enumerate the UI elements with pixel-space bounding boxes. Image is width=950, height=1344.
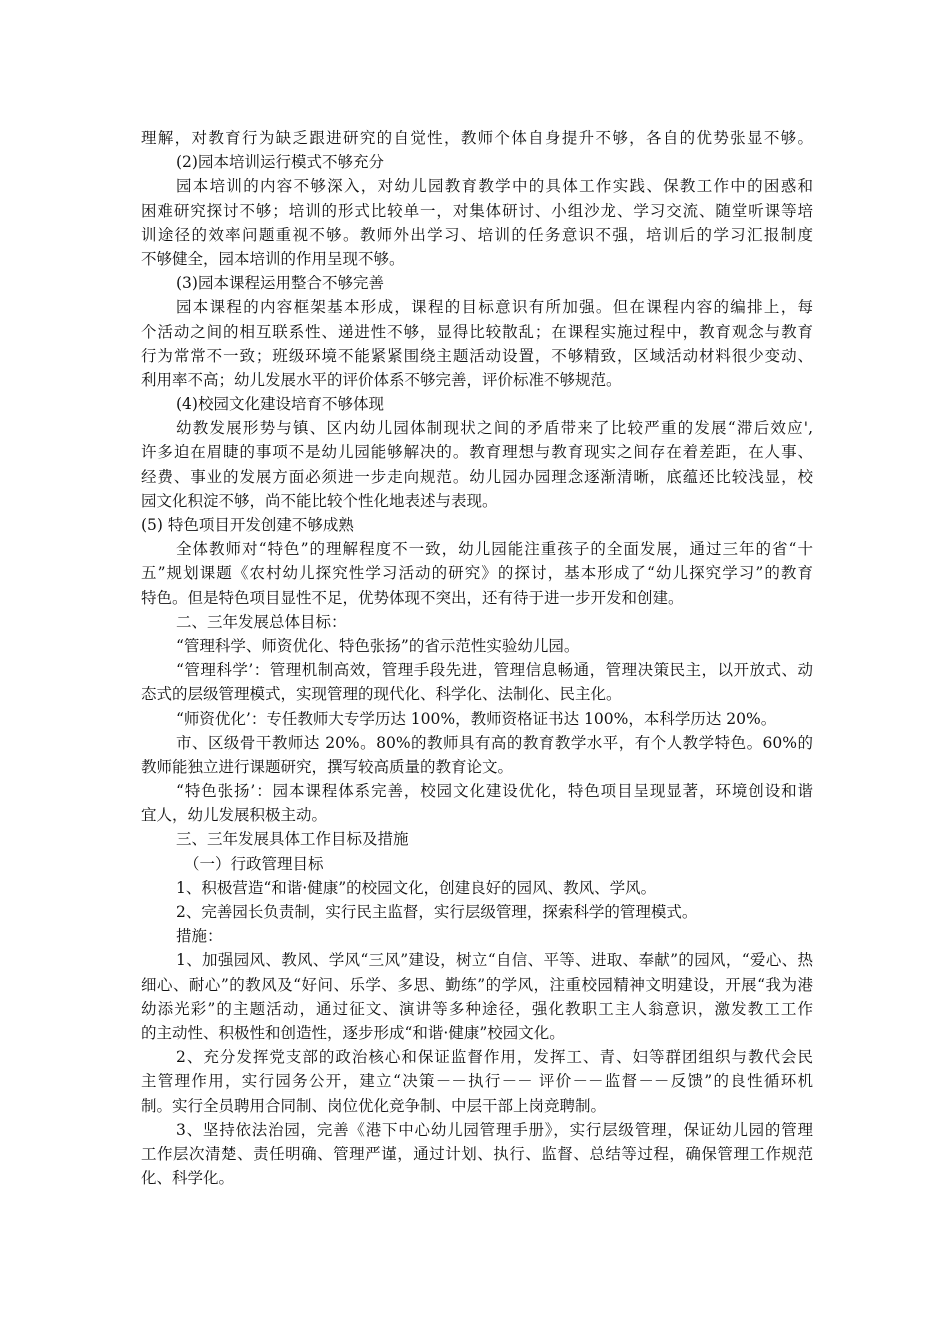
paragraph-line: 许多迫在眉睫的事项不是幼儿园能够解决的。教育理想与教育现实之间存在着差距，在人事、 bbox=[141, 443, 813, 462]
paragraph-line: 2、完善园长负责制，实行民主监督，实行层级管理，探索科学的管理模式。 bbox=[176, 903, 698, 921]
paragraph-line: 困难研究探讨不够；培训的形式比较单一，对集体研讨、小组沙龙、学习交流、随堂听课等培 bbox=[141, 201, 813, 220]
section-heading: (5) 特色项目开发创建不够成熟 bbox=[141, 516, 354, 534]
paragraph-line: 行为常常不一致；班级环境不能紧紧围绕主题活动设置，不够精致，区域活动材料很少变动、 bbox=[141, 346, 813, 365]
paragraph-line: 宜人，幼儿发展积极主动。 bbox=[141, 806, 328, 825]
paragraph-line: 园本培训的内容不够深入，对幼儿园教育教学中的具体工作实践、保教工作中的困惑和 bbox=[176, 177, 813, 196]
paragraph-line: 3、坚持依法治园，完善《港下中心幼儿园管理手册》，实行层级管理，保证幼儿园的管理 bbox=[176, 1120, 813, 1139]
paragraph-line: 全体教师对“特色”的理解程度不一致，幼儿园能注重孩子的全面发展，通过三年的省“十 bbox=[176, 540, 813, 559]
paragraph-line: 利用率不高；幼儿发展水平的评价体系不够完善，评价标准不够规范。 bbox=[141, 370, 622, 389]
section-heading: (4)校园文化建设培育不够体现 bbox=[176, 395, 384, 414]
section-heading: 措施： bbox=[176, 927, 223, 946]
paragraph-line: 经费、事业的发展方面必须进一步走向规范。幼儿园办园理念逐渐清晰，底蕴还比较浅显，校 bbox=[141, 467, 813, 486]
paragraph-line: 市、区级骨干教师达 20%。80%的教师具有高的教育教学水平，有个人教学特色。60%的 bbox=[176, 733, 813, 752]
paragraph-line: 2、充分发挥党支部的政治核心和保证监督作用，发挥工、青、妇等群团组织与教代会民 bbox=[176, 1048, 813, 1067]
paragraph-line: 特色。但是特色项目显性不足，优势体现不突出，还有待于进一步开发和创建。 bbox=[141, 588, 684, 607]
paragraph-line: 园本课程的内容框架基本形成，课程的目标意识有所加强。但在课程内容的编排上，每 bbox=[176, 298, 813, 317]
paragraph-line: “管理科学、师资优化、特色张扬”的省示范性实验幼儿园。 bbox=[176, 636, 580, 655]
paragraph-line: 制。实行全员聘用合同制、岗位优化竞争制、中层干部上岗竞聘制。 bbox=[141, 1096, 607, 1115]
paragraph-line: “特色张扬’：园本课程体系完善，校园文化建设优化，特色项目呈现显著，环境创设和谐 bbox=[176, 782, 813, 801]
paragraph-line: 1、加强园风、教风、学风“三风”建设，树立“自信、平等、进取、奉献”的园风，“爱心、热 bbox=[176, 951, 813, 970]
paragraph-line: “师资优化’：专任教师大专学历达 100%，教师资格证书达 100%，本科学历达 20%。 bbox=[176, 709, 777, 728]
section-heading: 二、三年发展总体目标： bbox=[176, 612, 347, 631]
subsection-heading: （一）行政管理目标 bbox=[184, 854, 324, 873]
paragraph-line: 的主动性、积极性和创造性，逐步形成“和谐·健康”校园文化。 bbox=[141, 1023, 565, 1042]
paragraph-line: 幼添光彩”的主题活动，通过征文、演讲等多种途径，强化教职工主人翁意识，激发教工工作 bbox=[141, 999, 813, 1018]
paragraph-line: 训途径的效率问题重视不够。教师外出学习、培训的任务意识不强，培训后的学习汇报制度 bbox=[141, 225, 813, 244]
paragraph-line: 教师能独立进行课题研究，撰写较高质量的教育论文。 bbox=[141, 757, 514, 776]
paragraph-line: 工作层次清楚、责任明确、管理严谨，通过计划、执行、监督、总结等过程，确保管理工作规范 bbox=[141, 1144, 813, 1163]
section-heading: 三、三年发展具体工作目标及措施 bbox=[176, 830, 409, 849]
paragraph-line: 主管理作用，实行园务公开，建立“决策－－执行－－ 评价－－监督－－反馈”的良性循环机 bbox=[141, 1072, 813, 1091]
paragraph-line: 化、科学化。 bbox=[141, 1169, 235, 1188]
paragraph-line: 态式的层级管理模式，实现管理的现代化、科学化、法制化、民主化。 bbox=[141, 685, 622, 704]
document-body bbox=[141, 126, 813, 1190]
paragraph-line: 细心、耐心”的教风及“好问、乐学、多思、勤练”的学风，注重校园精神文明建设，开展“我为港 bbox=[141, 975, 813, 994]
section-heading: (2)园本培训运行模式不够充分 bbox=[176, 153, 384, 172]
paragraph-line: 五”规划课题《农村幼儿探究性学习活动的研究》的探讨，基本形成了“幼儿探究学习”的教育 bbox=[141, 564, 813, 583]
section-heading: (3)园本课程运用整合不够完善 bbox=[176, 274, 384, 293]
paragraph-line: 不够健全，园本培训的作用呈现不够。 bbox=[141, 249, 405, 268]
paragraph-line: “管理科学’：管理机制高效，管理手段先进，管理信息畅通，管理决策民主，以开放式、动 bbox=[176, 661, 813, 680]
paragraph-line: 幼教发展形势与镇、区内幼儿园体制现状之间的矛盾带来了比较严重的发展“滞后效应', bbox=[176, 419, 813, 438]
paragraph-line: 理解，对教育行为缺乏跟进研究的自觉性，教师个体自身提升不够，各自的优势张显不够。 bbox=[141, 129, 813, 147]
paragraph-line: 个活动之间的相互联系性、递进性不够，显得比较散乱；在课程实施过程中，教育观念与教育 bbox=[141, 322, 813, 341]
paragraph-line: 1、积极营造“和谐·健康”的校园文化，创建良好的园风、教风、学风。 bbox=[176, 878, 657, 897]
paragraph-line: 园文化积淀不够，尚不能比较个性化地表述与表现。 bbox=[141, 491, 498, 510]
